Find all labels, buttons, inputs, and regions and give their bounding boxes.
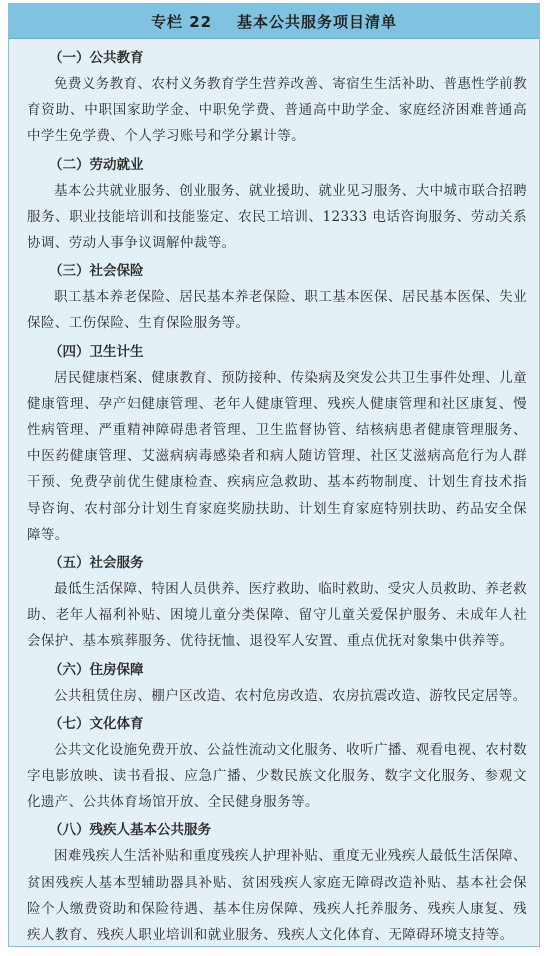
section-housing-security [27, 657, 527, 709]
section-public-education [27, 45, 527, 150]
section-social-insurance [27, 258, 527, 336]
service-list-panel [8, 3, 540, 947]
section-heading: （六）住房保障 [49, 661, 144, 678]
section-culture-sports [27, 711, 527, 816]
section-body: 困难残疾人生活补贴和重度残疾人护理补贴、重度无业残疾人最低生活保障、贫困残疾人基本型辅助器具补贴、贫困残疾人家庭无障碍改造补贴、基本社会保险个人缴费资助和保险待遇、基本住房保障、残疾人托养服务、残疾人康复、残疾人教育、残疾人职业培训和就业服务、残疾人文化体育、无障碍环境支持等。 [27, 848, 527, 944]
section-body: 职工基本养老保险、居民基本养老保险、职工基本医保、居民基本医保、失业保险、工伤保险、生育保险服务等。 [27, 289, 527, 332]
panel-title: 专栏 22 基本公共服务项目清单 [151, 12, 397, 31]
section-heading: （七）文化体育 [49, 715, 144, 732]
section-body: 居民健康档案、健康教育、预防接种、传染病及突发公共卫生事件处理、儿童健康管理、孕产妇健康管理、老年人健康管理、残疾人健康管理和社区康复、慢性病管理、严重精神障碍患者管理、卫生监督协管、结核病患者健康管理服务、中医药健康管理、艾滋病病毒感染者和病人随访管理、社区艾滋病高危行为人群干预、免费孕前优生健康检查、疾病应急救助、基本药物制度、计划生育技术指导咨询、农村部分计划生育家庭奖励扶助、计划生育家庭特别扶助、药品安全保障等。 [27, 369, 527, 543]
section-health-family-planning [27, 339, 527, 548]
section-body: 公共文化设施免费开放、公益性流动文化服务、收听广播、观看电视、农村数字电影放映、读书看报、应急广播、少数民族文化服务、数字文化服务、参观文化遗产、公共体育场馆开放、全民健身服务等。 [27, 741, 527, 811]
section-body: 公共租赁住房、棚户区改造、农村危房改造、农房抗震改造、游牧民定居等。 [54, 687, 527, 704]
section-heading: （四）卫生计生 [49, 343, 144, 360]
section-heading: （三）社会保险 [49, 263, 144, 280]
section-heading: （五）社会服务 [49, 555, 144, 572]
section-body: 基本公共就业服务、创业服务、就业援助、就业见习服务、大中城市联合招聘服务、职业技能培训和技能鉴定、农民工培训、12333 电话咨询服务、劳动关系协调、劳动人事争议调解仲裁等。 [27, 182, 527, 252]
section-body: 免费义务教育、农村义务教育学生营养改善、寄宿生生活补助、普惠性学前教育资助、中职国家助学金、中职免学费、普通高中助学金、家庭经济困难普通高中学生免学费、个人学习账号和学分累计等。 [27, 76, 527, 145]
section-heading: （八）残疾人基本公共服务 [49, 822, 211, 839]
panel-content [9, 39, 539, 947]
section-labor-employment [27, 152, 527, 257]
section-social-services [27, 550, 527, 655]
section-disabled-services [27, 817, 527, 947]
section-heading: （二）劳动就业 [49, 156, 144, 173]
section-body: 最低生活保障、特困人员供养、医疗救助、临时救助、受灾人员救助、养老救助、老年人福利补贴、困境儿童分类保障、留守儿童关爱保护服务、未成年人社会保护、基本殡葬服务、优待抚恤、退役军人安置、重点优抚对象集中供养等。 [27, 581, 527, 650]
panel-title-bar [9, 4, 539, 39]
section-heading: （一）公共教育 [49, 50, 144, 66]
